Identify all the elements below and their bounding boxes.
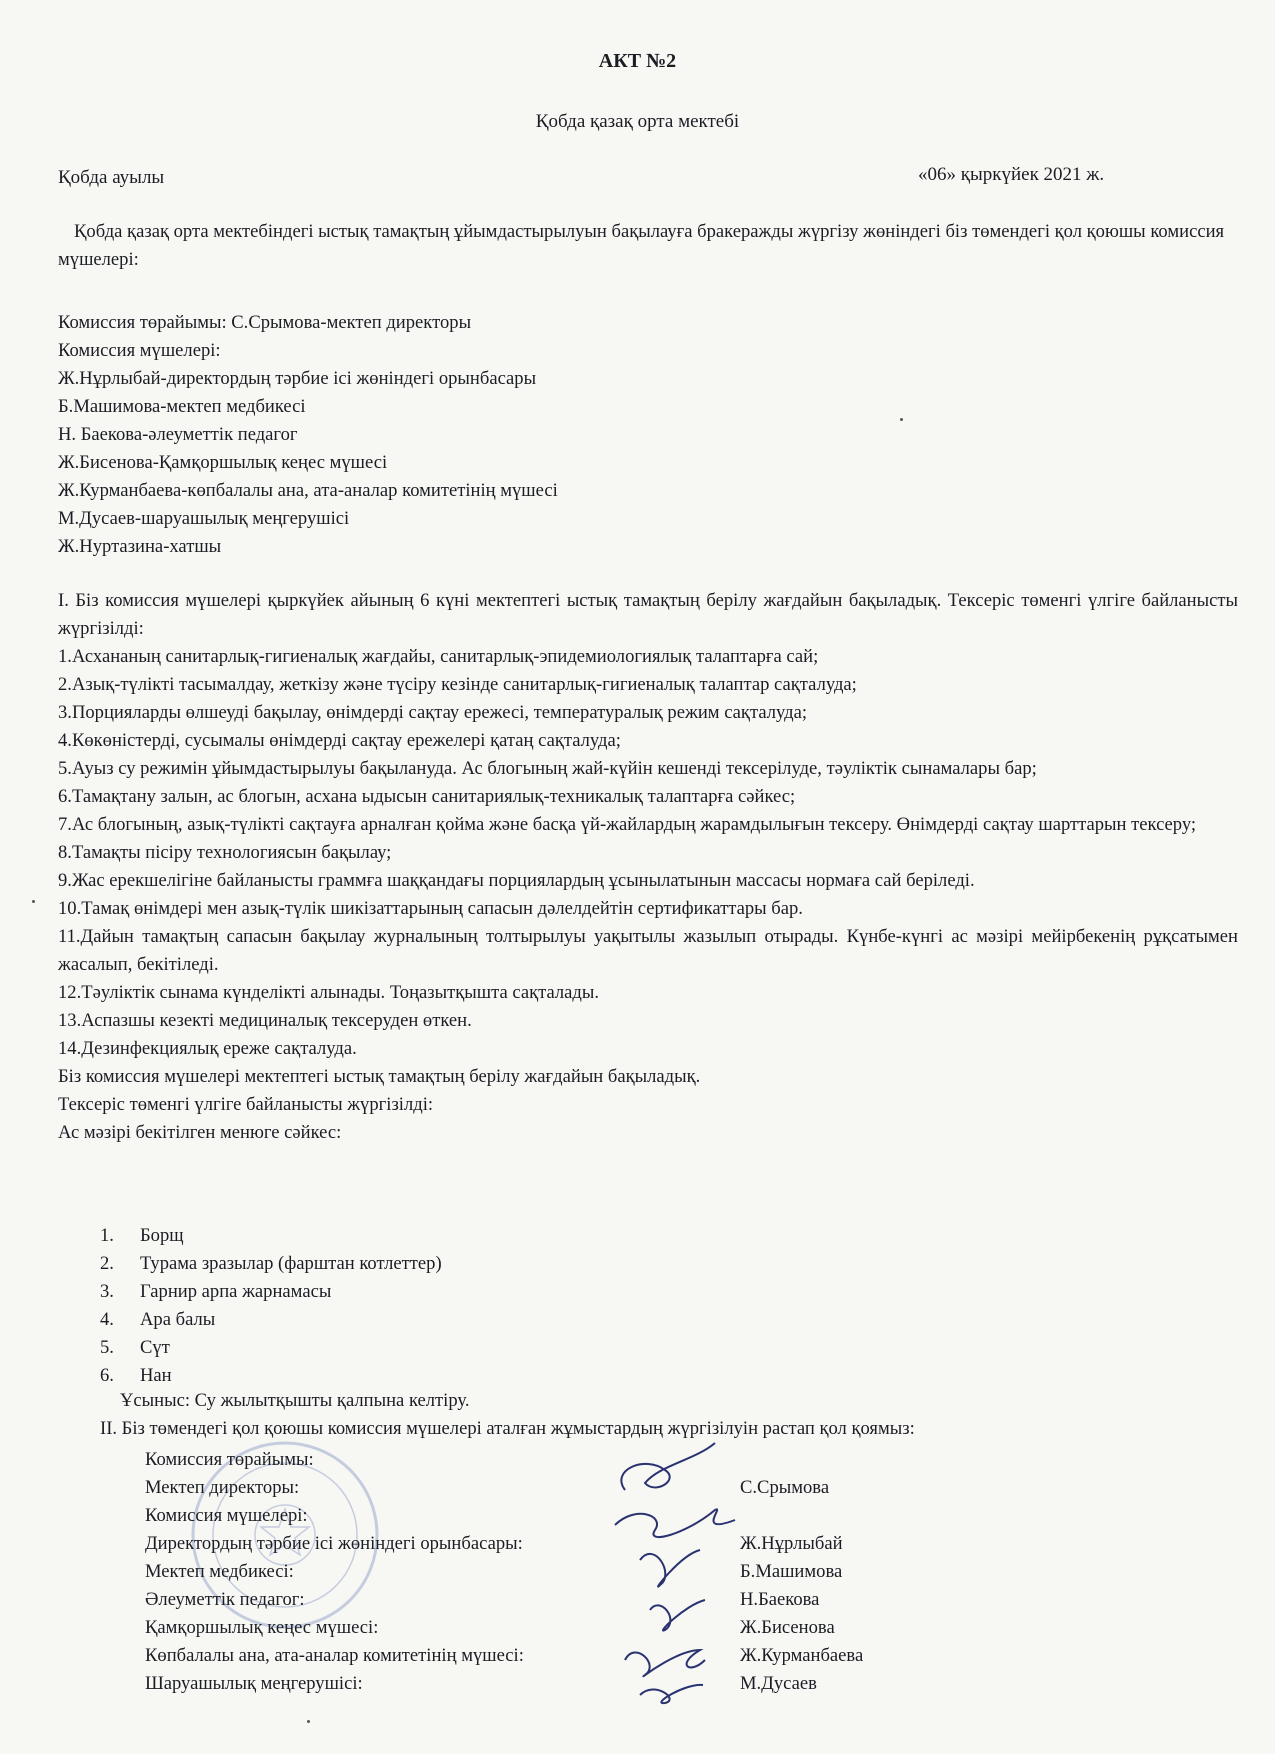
scan-speck: [900, 418, 903, 421]
section-line: 6.Тамақтану залын, ас блогын, асхана ыдысын санитариялық-техникалық талаптарға сәйкес;: [58, 786, 796, 807]
table-row: [145, 1558, 843, 1586]
signature-role: Комиссия мүшелері:: [145, 1505, 308, 1526]
scan-speck: [307, 1720, 310, 1723]
section-line: 7.Ас блогының, азық-түлікті сақтауға арналған қойма және басқа үй-жайлардың жарамдылығын тексеру. Өнімдерді сақтау шарттарын тексеру;: [58, 814, 1197, 835]
signature-scribbles: [605, 1435, 755, 1705]
table-row: [145, 1446, 524, 1474]
commission-list: [58, 309, 1238, 561]
document-title: АКТ №2: [598, 50, 677, 72]
section-line: 1.Асхананың санитарлық-гигиеналық жағдайы, санитарлық-эпидемиологиялық талаптарға сай;: [58, 646, 819, 667]
list-item: [100, 1334, 442, 1362]
list-item: [100, 1250, 442, 1278]
commission-line: М.Дусаев-шаруашылық меңгерушісі: [58, 508, 350, 529]
commission-line: Ж.Нуртазина-хатшы: [58, 536, 222, 557]
list-item: [100, 1278, 442, 1306]
menu-text: Борщ: [140, 1225, 184, 1246]
section-line: 12.Тәуліктік сынама күнделікті алынады. Тоңазытқышта сақталады.: [58, 982, 600, 1003]
signature-role: Көпбалалы ана, ата-аналар комитетінің мүшесі:: [145, 1645, 524, 1666]
table-row: [145, 1586, 820, 1614]
table-row: [145, 1474, 830, 1502]
section-line: 9.Жас ерекшелігіне байланысты граммға шаққандағы порциялардың ұсынылатынын массасы нормаға сай беріледі.: [58, 870, 975, 891]
section-line: 3.Порцияларды өлшеуді бақылау, өнімдерді сақтау ережесі, температуралық режим сақталуда;: [58, 702, 808, 723]
table-row: [145, 1530, 843, 1558]
section-line: 10.Тамақ өнімдері мен азық-түлік шикізаттарының сапасын дәлелдейтін сертификаттары бар.: [58, 898, 803, 919]
menu-number: 2.: [100, 1253, 114, 1274]
section-line: Ас мәзірі бекітілген менюге сәйкес:: [58, 1122, 342, 1143]
section-line: 8.Тамақты пісіру технологиясын бақылау;: [58, 842, 392, 863]
menu-text: Гарнир арпа жарнамасы: [140, 1281, 332, 1302]
commission-line: Комиссия төрайымы: С.Срымова-мектеп директоры: [58, 312, 472, 333]
signature-name: Ж.Нұрлыбай: [740, 1533, 843, 1554]
menu-text: Нан: [140, 1365, 172, 1386]
menu-list: [100, 1222, 442, 1390]
menu-number: 6.: [100, 1365, 114, 1386]
menu-text: Ара балы: [140, 1309, 216, 1330]
signature-name: С.Срымова: [740, 1477, 830, 1498]
school-name: Қобда қазақ орта мектебі: [535, 111, 740, 132]
section-line: 4.Көкөністерді, сусымалы өнімдерді сақтау ережелері қатаң сақталуда;: [58, 730, 621, 751]
list-item: [100, 1362, 442, 1390]
section-line: 13.Аспазшы кезекті медициналық тексеруден өткен.: [58, 1010, 472, 1031]
signature-role: Мектеп директоры:: [145, 1477, 300, 1498]
table-row: [145, 1642, 864, 1670]
signature-role: Мектеп медбикесі:: [145, 1561, 294, 1582]
commission-line: Комиссия мүшелері:: [58, 340, 221, 361]
signature-name: М.Дусаев: [740, 1673, 817, 1694]
section-line: I. Біз комиссия мүшелері қыркүйек айының 6 күні мектептегі ыстық тамақтың берілу жағдайын бақыладық. Тексеріс төменгі үлгіге байланысты жүргізілді:: [58, 590, 1238, 639]
section-one: [58, 587, 1238, 1147]
list-item: [100, 1222, 442, 1250]
commission-line: Н. Баекова-әлеуметтік педагог: [58, 424, 298, 445]
menu-number: 5.: [100, 1337, 114, 1358]
menu-text: Турама зразылар (фарштан котлеттер): [140, 1253, 442, 1274]
table-row: [145, 1502, 524, 1530]
section-line: 14.Дезинфекциялық ереже сақталуда.: [58, 1038, 357, 1059]
section-line: 5.Ауыз су режимін ұйымдастырылуы бақылануда. Ас блогының жай-күйін кешенді тексерілуде, тәуліктік сынамалары бар;: [58, 758, 1037, 779]
signature-role: Қамқоршылық кеңес мүшесі:: [145, 1617, 379, 1638]
intro-paragraph: Қобда қазақ орта мектебіндегі ыстық тамақтың ұйымдастырылуын бақылауға бракеражды жүргізу жөніндегі біз төмендегі қол қоюшы комиссия мүшелері:: [58, 221, 1225, 270]
table-row: [145, 1614, 835, 1642]
section-line: 11.Дайын тамақтың сапасын бақылау журналының толтырылуы уақытылы жазылып отырады. Күнбе-күнгі ас мәзірі мейірбекенің рұқсатымен жасалып, бекітіледі.: [58, 926, 1238, 975]
signature-role: Комиссия төрайымы:: [145, 1449, 314, 1470]
commission-line: Ж.Курманбаева-көпбалалы ана, ата-аналар комитетінің мүшесі: [58, 480, 558, 501]
commission-line: Ж.Бисенова-Қамқоршылық кеңес мүшесі: [58, 452, 388, 473]
signature-role: Директордың тәрбие ісі жөніндегі орынбасары:: [145, 1533, 523, 1554]
signature-table: [145, 1446, 864, 1698]
section-line: 2.Азық-түлікті тасымалдау, жеткізу және түсіру кезінде санитарлық-гигиеналық талаптар сақталуда;: [58, 674, 857, 695]
signature-name: Н.Баекова: [740, 1589, 820, 1610]
menu-number: 1.: [100, 1225, 114, 1246]
place-label: Қобда ауылы: [58, 167, 165, 188]
menu-number: 3.: [100, 1281, 114, 1302]
scan-speck: [32, 900, 35, 903]
section-two-heading: II. Біз төмендегі қол қоюшы комиссия мүшелері аталған жұмыстардың жүргізілуін растап қол қоямыз:: [100, 1418, 915, 1439]
section-line: Тексеріс төменгі үлгіге байланысты жүргізілді:: [58, 1094, 434, 1115]
document-date: «06» қыркүйек 2021 ж.: [918, 164, 1105, 185]
list-item: [100, 1306, 442, 1334]
menu-text: Сүт: [140, 1337, 170, 1358]
proposal-line: Ұсыныс: Су жылытқышты қалпына келтіру.: [120, 1390, 470, 1411]
signature-role: Шаруашылық меңгерушісі:: [145, 1673, 363, 1694]
commission-line: Б.Машимова-мектеп медбикесі: [58, 396, 306, 417]
commission-line: Ж.Нұрлыбай-директордың тәрбие ісі жөніндегі орынбасары: [58, 368, 537, 389]
signature-name: Ж.Бисенова: [740, 1617, 835, 1638]
signature-name: Ж.Курманбаева: [740, 1645, 864, 1666]
signature-name: Б.Машимова: [740, 1561, 843, 1582]
table-row: [145, 1670, 817, 1698]
menu-number: 4.: [100, 1309, 114, 1330]
section-line: Біз комиссия мүшелері мектептегі ыстық тамақтың берілу жағдайын бақыладық.: [58, 1066, 701, 1087]
signature-role: Әлеуметтік педагог:: [145, 1589, 305, 1610]
